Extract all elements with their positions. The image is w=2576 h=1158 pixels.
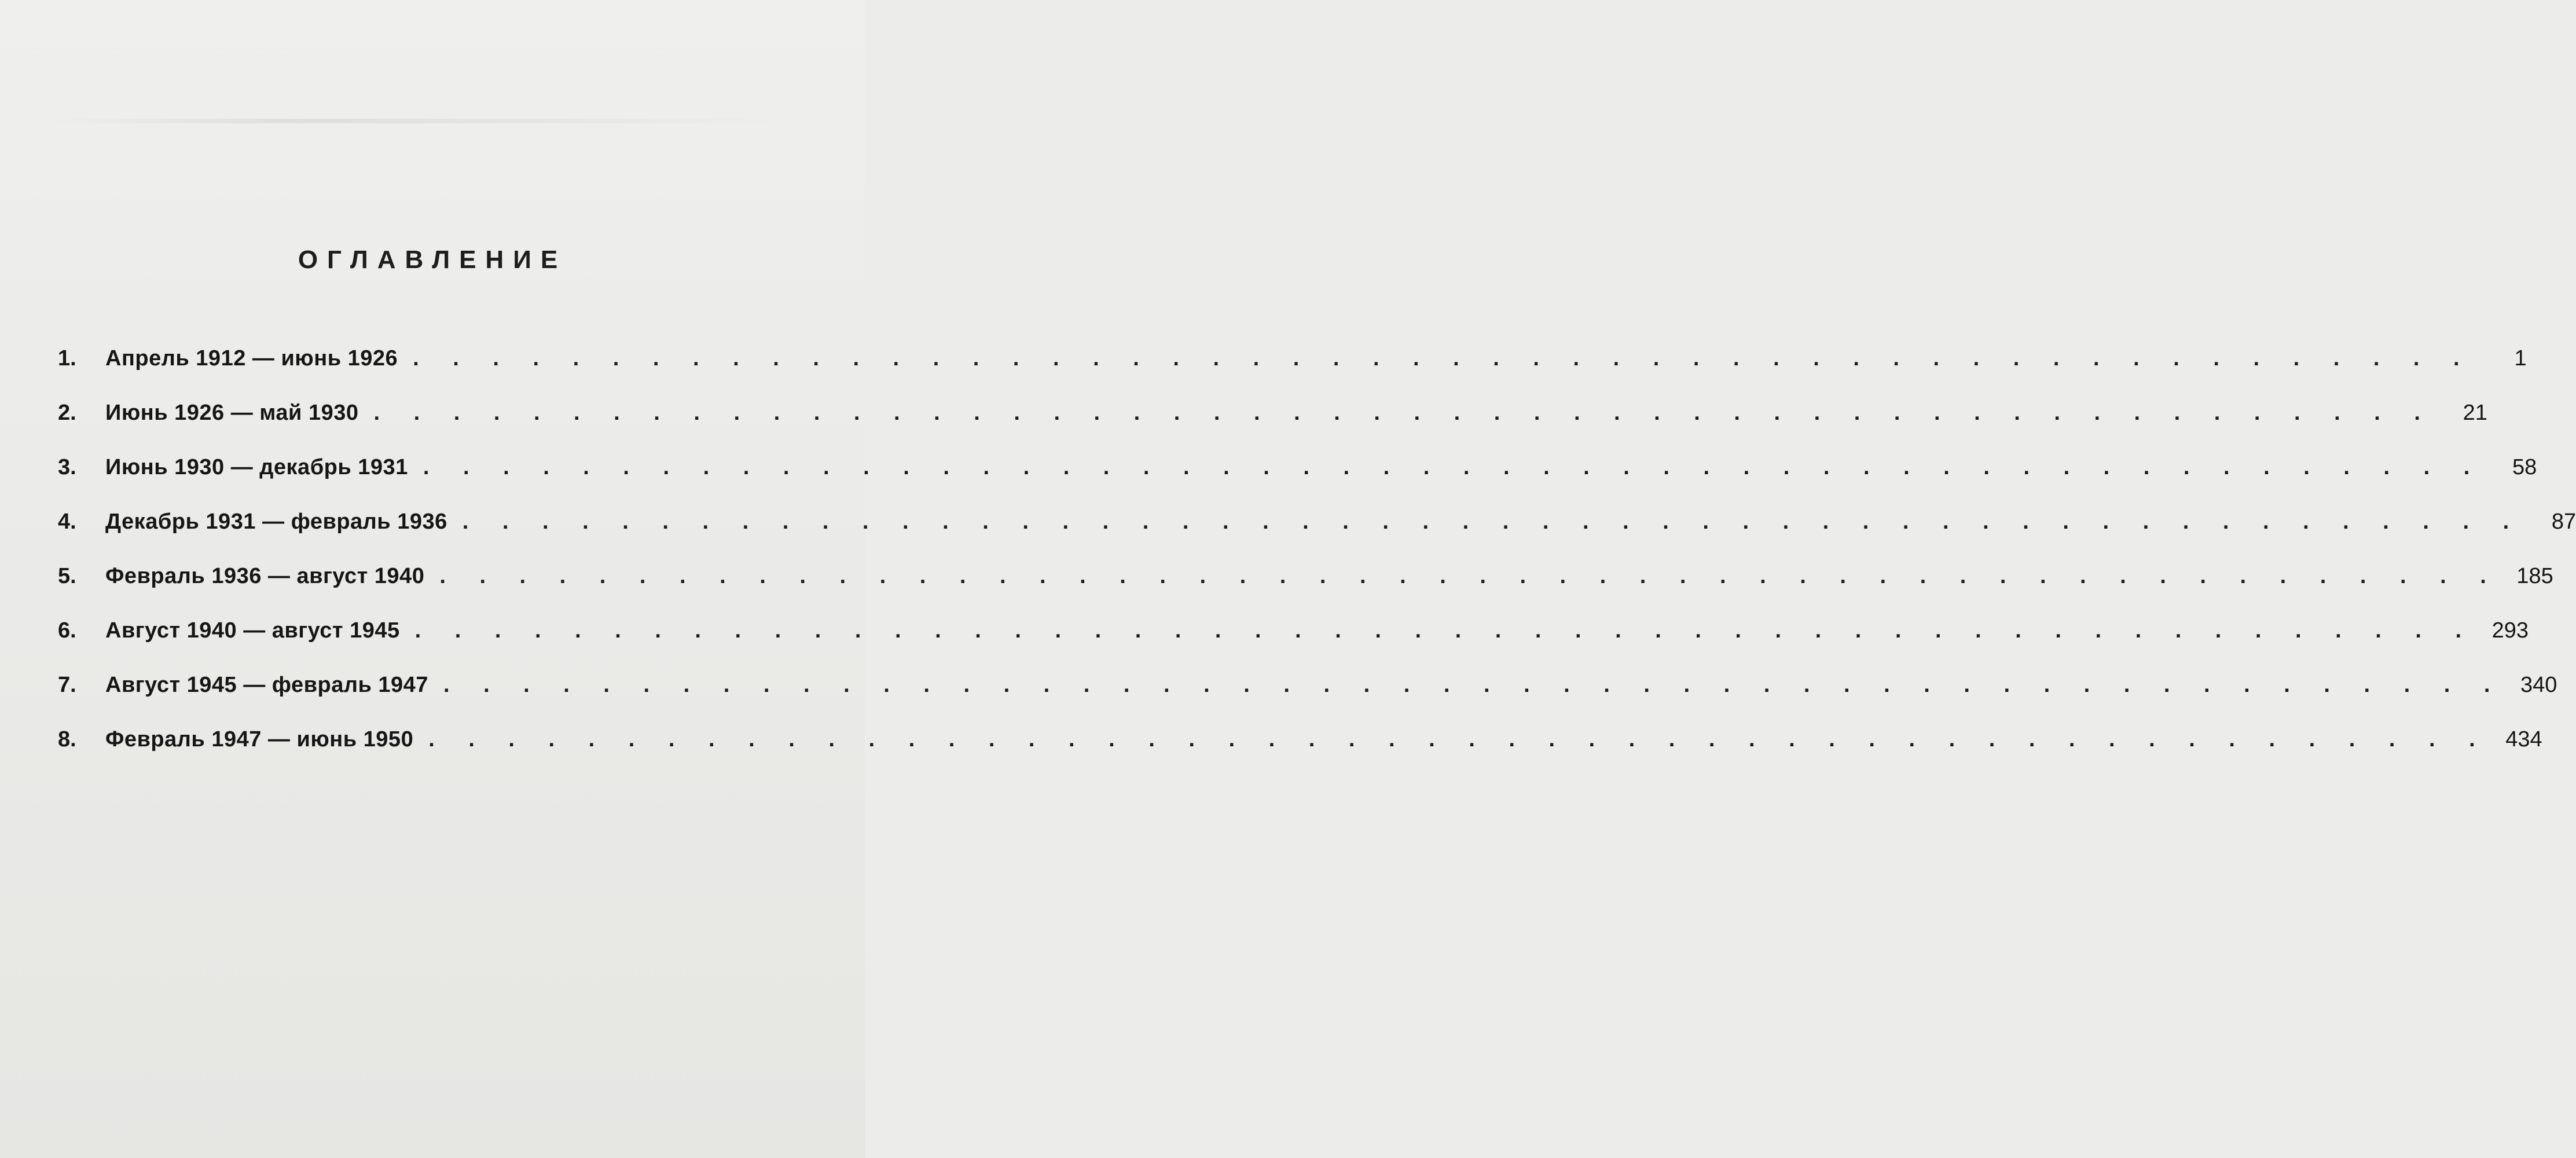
toc-entry-title: Декабрь 1931 — февраль 1936 <box>105 509 447 534</box>
toc-entry-number: 5. <box>58 563 76 588</box>
table-of-contents <box>58 331 2576 767</box>
toc-entry-number: 2. <box>58 400 76 425</box>
toc-entry-page: 21 <box>2463 400 2487 425</box>
toc-entry-title: Август 1940 — август 1945 <box>105 618 400 643</box>
toc-leader-dots: . . . . . . . . . . . . . . . . . . . . . . . . . . . . . . . . . . . . . . . . . . . . . . . . . . . . <box>413 346 2474 371</box>
toc-entry-number: 8. <box>58 727 76 752</box>
toc-entry-page: 58 <box>2512 455 2537 479</box>
toc-leader-dots: . . . . . . . . . . . . . . . . . . . . . . . . . . . . . . . . . . . . . . . . . . . . . . . . . . . . <box>462 509 2523 534</box>
toc-leader-dots: . . . . . . . . . . . . . . . . . . . . . . . . . . . . . . . . . . . . . . . . . . . . . . . . . . . . <box>439 563 2500 588</box>
toc-entry <box>58 658 2557 712</box>
toc-entry-page: 1 <box>2514 346 2527 371</box>
toc-entry-title: Февраль 1947 — июнь 1950 <box>105 727 414 752</box>
toc-entry <box>58 603 2529 658</box>
toc-leader-dots: . . . . . . . . . . . . . . . . . . . . . . . . . . . . . . . . . . . . . . . . . . . . . . . . . . . . <box>373 400 2434 425</box>
toc-entry-page: 293 <box>2491 618 2529 643</box>
toc-entry-title: Июнь 1926 — май 1930 <box>105 400 359 425</box>
toc-entry-page: 340 <box>2520 672 2557 697</box>
toc-entry-number: 1. <box>58 346 76 371</box>
toc-entry-title: Февраль 1936 — август 1940 <box>105 563 425 588</box>
toc-leader-dots: . . . . . . . . . . . . . . . . . . . . . . . . . . . . . . . . . . . . . . . . . . . . . . . . . . . . <box>443 672 2504 697</box>
toc-entry <box>58 712 2542 767</box>
toc-entry-number: 6. <box>58 618 76 643</box>
toc-entry-page: 434 <box>2505 727 2542 752</box>
toc-entry-page: 87 <box>2551 509 2576 534</box>
toc-entry <box>58 494 2576 549</box>
toc-entry <box>58 549 2553 603</box>
toc-entry-number: 7. <box>58 672 76 697</box>
faint-header-rule <box>46 119 787 123</box>
toc-entry-number: 3. <box>58 455 76 479</box>
page-title: ОГЛАВЛЕНИЕ <box>298 245 567 274</box>
toc-leader-dots: . . . . . . . . . . . . . . . . . . . . . . . . . . . . . . . . . . . . . . . . . . . . . . . . . . . . <box>428 727 2489 752</box>
toc-entry <box>58 386 2487 440</box>
toc-leader-dots: . . . . . . . . . . . . . . . . . . . . . . . . . . . . . . . . . . . . . . . . . . . . . . . . . . . . <box>423 455 2484 479</box>
toc-entry-page: 185 <box>2516 563 2553 588</box>
toc-leader-dots: . . . . . . . . . . . . . . . . . . . . . . . . . . . . . . . . . . . . . . . . . . . . . . . . . . . . <box>414 618 2476 643</box>
toc-entry-number: 4. <box>58 509 76 534</box>
toc-entry <box>58 331 2527 386</box>
toc-entry-title: Июнь 1930 — декабрь 1931 <box>105 455 408 479</box>
toc-entry-title: Апрель 1912 — июнь 1926 <box>105 346 398 371</box>
toc-entry <box>58 440 2537 494</box>
toc-entry-title: Август 1945 — февраль 1947 <box>105 672 428 697</box>
